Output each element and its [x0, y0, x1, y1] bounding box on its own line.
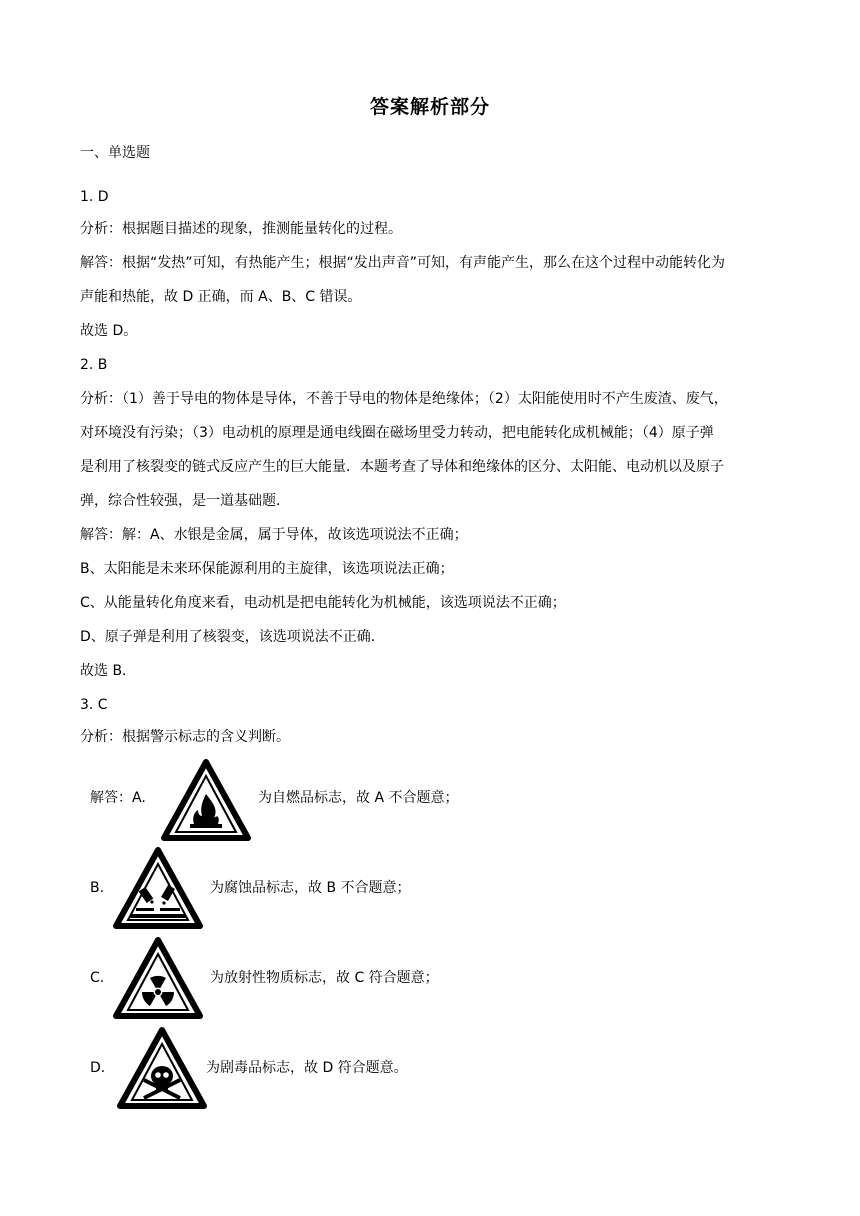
radioactive-icon [112, 936, 204, 1020]
q2-answer-a: 解答：解：A、水银是金属，属于导体，故该选项说法不正确； [80, 527, 468, 543]
page-title: 答案解析部分 [369, 96, 490, 118]
sign-text-c: 为放射性物质标志，故 C 符合题意； [210, 970, 439, 986]
q2-analysis-line3: 是利用了核裂变的链式反应产生的巨大能量．本题考查了导体和绝缘体的区分、太阳能、电动机以及原子 [80, 459, 724, 475]
sign-text-b: 为腐蚀品标志，故 B 不合题意； [210, 880, 411, 896]
q2-analysis-line1: 分析：（1）善于导电的物体是导体，不善于导电的物体是绝缘体；（2）太阳能使用时不产生废渣、废气， [80, 391, 728, 407]
sign-label-b: B. [90, 880, 105, 896]
sign-row-c [80, 936, 500, 1026]
section-heading: 一、单选题 [80, 145, 150, 161]
sign-label-a: 解答：A. [90, 790, 146, 806]
q2-analysis-line4: 弹，综合性较强，是一道基础题． [80, 493, 290, 509]
sign-label-c: C. [90, 970, 105, 986]
q1-conclusion: 故选 D。 [80, 323, 138, 339]
toxic-icon [116, 1026, 208, 1110]
q1-analysis: 分析：根据题目描述的现象，推测能量转化的过程。 [80, 221, 402, 237]
q2-answer-b: B、太阳能是未来环保能源利用的主旋律，该选项说法正确； [80, 561, 454, 577]
sign-row-d [80, 1026, 500, 1116]
flammable-icon [160, 758, 252, 842]
sign-row-a [80, 758, 500, 848]
q3-number: 3. C [80, 697, 108, 713]
q3-analysis: 分析：根据警示标志的含义判断。 [80, 729, 290, 745]
q2-analysis-line2: 对环境没有污染；（3）电动机的原理是通电线圈在磁场里受力转动，把电能转化成机械能；（4）原子弹 [80, 425, 714, 441]
q2-conclusion: 故选 B． [80, 663, 137, 679]
sign-row-b [80, 846, 500, 936]
q1-answer-line1: 解答：根据“发热”可知，有热能产生；根据“发出声音”可知，有声能产生，那么在这个过程中动能转化为 [80, 255, 726, 271]
corrosive-icon [112, 846, 204, 930]
q1-number: 1. D [80, 189, 109, 205]
q2-answer-c: C、从能量转化角度来看，电动机是把电能转化为机械能，该选项说法不正确； [80, 595, 566, 611]
sign-text-d: 为剧毒品标志，故 D 符合题意。 [206, 1060, 408, 1076]
sign-text-a: 为自燃品标志，故 A 不合题意； [258, 790, 459, 806]
q1-answer-line2: 声能和热能，故 D 正确，而 A、B、C 错误。 [80, 289, 362, 305]
sign-label-d: D. [90, 1060, 106, 1076]
q2-number: 2. B [80, 357, 108, 373]
q2-answer-d: D、原子弹是利用了核裂变，该选项说法不正确． [80, 629, 385, 645]
